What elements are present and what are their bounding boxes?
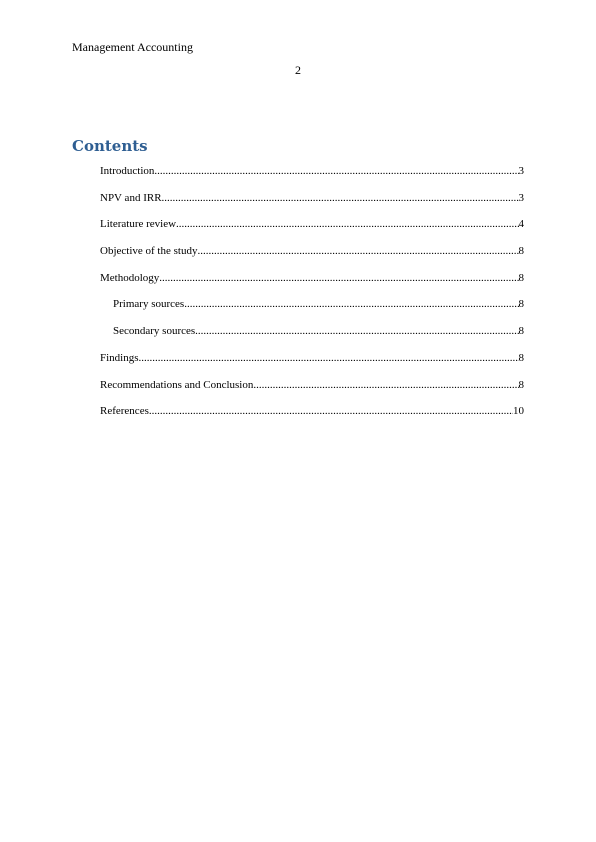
toc-entry-page: 8 [518,351,524,364]
toc-entry-page: 8 [518,271,524,284]
toc-entry-title: Introduction [100,165,155,177]
toc-entry-npv-and-irr[interactable] [100,191,524,218]
toc-entry-introduction[interactable] [100,164,524,191]
toc-entry-objective-of-the-study[interactable] [100,244,524,271]
toc-entry-secondary-sources[interactable] [100,324,524,351]
dot-leader [159,271,518,285]
toc-entry-title: References [100,405,149,418]
table-of-contents [100,164,524,431]
dot-leader [195,324,518,338]
toc-entry-page: 10 [513,405,524,418]
running-header: Management Accounting [72,40,193,54]
toc-entry-title: Objective of the study [100,245,198,258]
dot-leader [184,297,518,311]
toc-heading: Contents [72,137,148,155]
page-number: 2 [295,63,301,77]
toc-entry-title: Literature review [100,218,177,231]
dot-leader [154,164,518,178]
toc-entry-page: 3 [518,165,524,177]
toc-entry-findings[interactable] [100,351,524,378]
toc-entry-methodology[interactable] [100,271,524,298]
toc-entry-title: Primary sources [113,298,185,311]
dot-leader [176,217,518,231]
toc-entry-page: 3 [518,191,524,204]
toc-entry-page: 8 [518,325,524,338]
toc-entry-recommendations-and-conclusion[interactable] [100,378,524,405]
dot-leader [162,191,519,205]
toc-entry-references[interactable] [100,404,524,431]
toc-entry-literature-review[interactable] [100,217,524,244]
toc-entry-page: 8 [518,245,524,258]
toc-entry-title: Recommendations and Conclusion [100,378,254,391]
toc-entry-page: 8 [518,378,524,391]
toc-entry-primary-sources[interactable] [100,297,524,324]
dot-leader [253,378,518,392]
toc-entry-title: Secondary sources [113,325,196,338]
toc-entry-page: 4 [518,218,524,231]
dot-leader [139,351,519,365]
toc-entry-title: Methodology [100,271,160,284]
dot-leader [197,244,518,258]
toc-entry-page: 8 [518,298,524,311]
toc-entry-title: Findings [100,351,139,364]
toc-entry-title: NPV and IRR [100,191,162,204]
dot-leader [149,404,513,418]
